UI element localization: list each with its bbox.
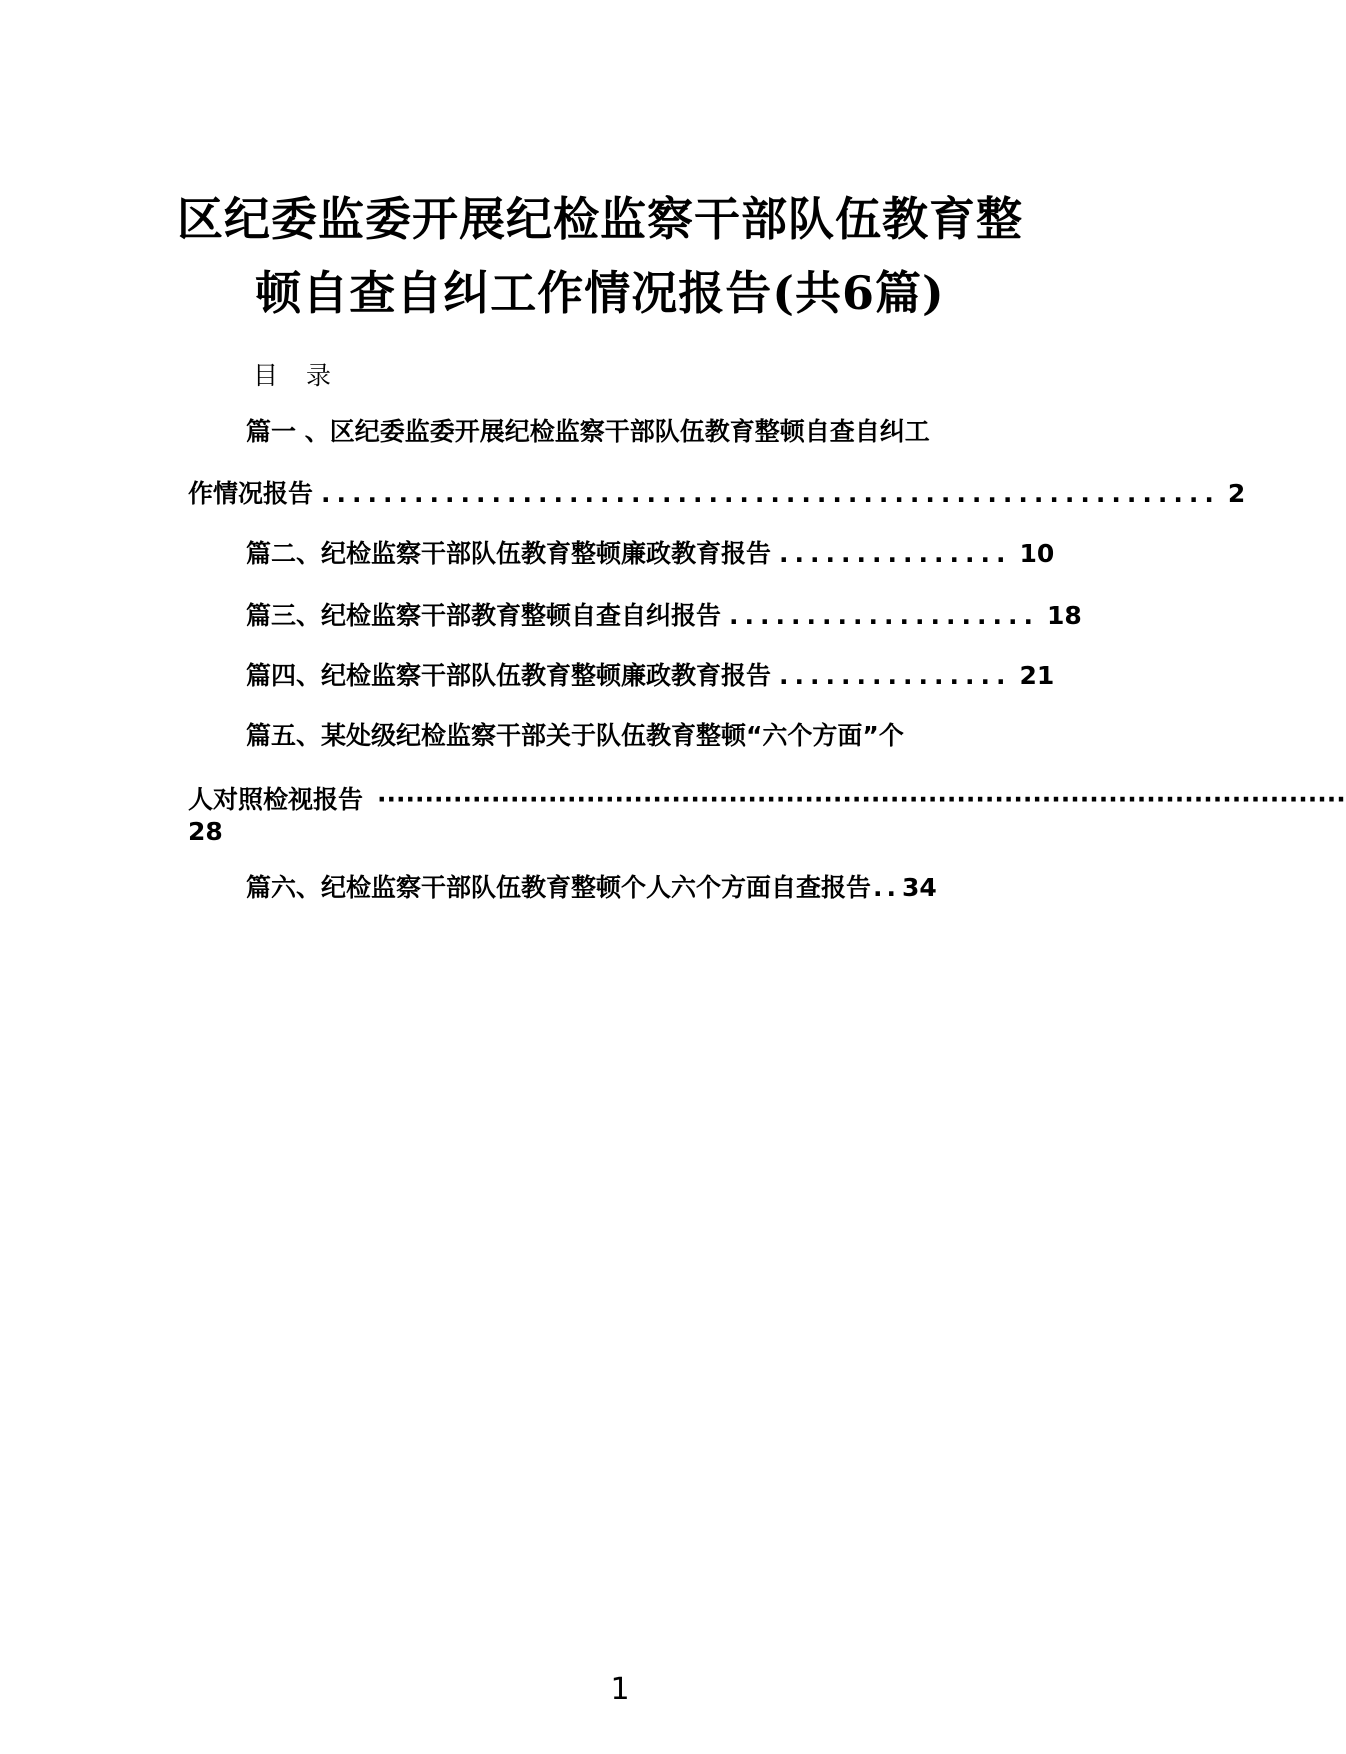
toc-heading: 目 录: [253, 361, 341, 390]
toc-entry-text: 篇三、纪检监察干部教育整顿自查自纠报告: [246, 601, 722, 630]
title-line-2: 顿自查自纠工作情况报告(共6篇): [255, 266, 945, 320]
page-number: 1: [610, 1672, 630, 1707]
toc-leader-dots: ..: [873, 873, 901, 902]
toc-leader-dots: ······································································································: [377, 785, 1346, 814]
title-line-1: 区纪委监委开展纪检监察干部队伍教育整: [177, 192, 1023, 246]
toc-leader-dots: ..........................................................: [321, 479, 1220, 508]
toc-page-number: 18: [1046, 601, 1082, 630]
toc-entry-5-line-2[interactable]: [188, 784, 1346, 816]
toc-page-number: 34: [902, 873, 937, 902]
toc-entry-text: 篇五、某处级纪检监察干部关于队伍教育整顿“六个方面”个: [246, 721, 904, 750]
toc-page-number: 28: [188, 817, 223, 846]
toc-entry-text: 作情况报告: [188, 479, 314, 508]
toc-page-number: 21: [1019, 661, 1055, 690]
toc-page-number: 10: [1019, 539, 1055, 568]
toc-entry-text: 篇二、纪检监察干部队伍教育整顿廉政教育报告: [246, 539, 772, 568]
toc-entry-1-line-2[interactable]: [188, 478, 1246, 510]
toc-entry-5-line-1[interactable]: [246, 720, 1046, 752]
toc-entry-1-line-1[interactable]: [246, 416, 1046, 448]
toc-entry-text: 篇四、纪检监察干部队伍教育整顿廉政教育报告: [246, 661, 772, 690]
toc-entry-3[interactable]: [246, 600, 1082, 632]
toc-leader-dots: ...............: [779, 539, 1012, 568]
toc-page-number: 2: [1227, 479, 1246, 508]
toc-entry-text: 篇一 、区纪委监委开展纪检监察干部队伍教育整顿自查自纠工: [246, 417, 930, 446]
toc-entry-5-page[interactable]: [188, 816, 268, 848]
toc-entry-6[interactable]: [246, 872, 1048, 904]
toc-entry-2[interactable]: [246, 538, 1055, 570]
toc-entry-text: 篇六、纪检监察干部队伍教育整顿个人六个方面自查报告: [246, 873, 872, 902]
toc-leader-dots: ...............: [779, 661, 1012, 690]
toc-entry-text: 人对照检视报告: [188, 785, 364, 814]
toc-leader-dots: ....................: [729, 601, 1039, 630]
toc-entry-4[interactable]: [246, 660, 1055, 692]
